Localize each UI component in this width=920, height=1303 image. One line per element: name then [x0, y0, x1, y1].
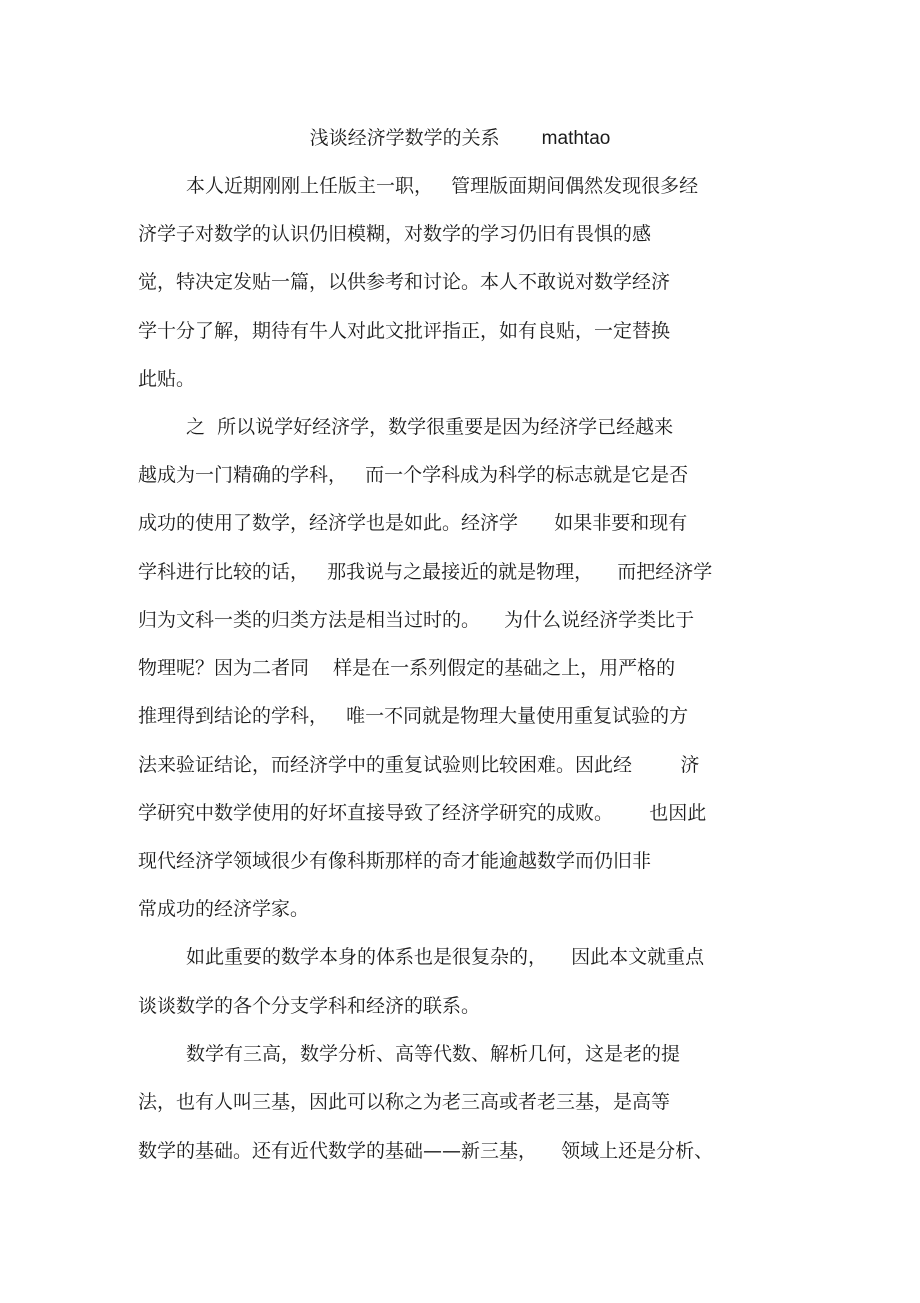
- text-line: 数学的基础。还有近代数学的基础——新三基， 领域上还是分析、: [138, 1140, 714, 1162]
- text-line: 学科进行比较的话， 那我说与之最接近的就是物理， 而把经济学: [138, 561, 713, 583]
- text-line: 越成为一门精确的学科， 而一个学科成为科学的标志就是它是否: [138, 464, 689, 486]
- text-line: 学研究中数学使用的好坏直接导致了经济学研究的成败。 也因此: [138, 802, 707, 824]
- text-line: 法，也有人叫三基，因此可以称之为老三高或者老三基，是高等: [138, 1091, 671, 1113]
- text-line: 觉，特决定发贴一篇，以供参考和讨论。本人不敢说对数学经济: [138, 271, 671, 293]
- text-line: 之 所以说学好经济学，数学很重要是因为经济学已经越来: [186, 416, 674, 438]
- text-line: 谈谈数学的各个分支学科和经济的联系。: [138, 995, 481, 1017]
- text-line: 学十分了解，期待有牛人对此文批评指正，如有良贴，一定替换: [138, 320, 671, 342]
- text-line: 法来验证结论，而经济学中的重复试验则比较困难。因此经 济: [138, 754, 700, 776]
- text-line: 数学有三高，数学分析、高等代数、解析几何，这是老的提: [186, 1043, 681, 1065]
- document-title: 浅谈经济学数学的关系: [309, 127, 500, 149]
- document-author: mathtao: [541, 128, 611, 149]
- text-line: 归为文科一类的归类方法是相当过时的。 为什么说经济学类比于: [138, 609, 695, 631]
- text-line: 推理得到结论的学科， 唯一不同就是物理大量使用重复试验的方: [138, 705, 689, 727]
- document-title-row: [0, 124, 920, 153]
- text-line: 现代经济学领域很少有像科斯那样的奇才能逾越数学而仍旧非: [138, 850, 652, 872]
- text-line: 本人近期刚刚上任版主一职， 管理版面期间偶然发现很多经: [186, 175, 699, 197]
- text-line: 此贴。: [138, 368, 196, 390]
- text-line: 如此重要的数学本身的体系也是很复杂的， 因此本文就重点: [186, 946, 705, 968]
- text-line: 成功的使用了数学，经济学也是如此。经济学 如果非要和现有: [138, 512, 688, 534]
- text-line: 常成功的经济学家。: [138, 898, 310, 920]
- text-line: 物理呢？因为二者同 样是在一系列假定的基础之上，用严格的: [138, 657, 676, 679]
- text-line: 济学子对数学的认识仍旧模糊，对数学的学习仍旧有畏惧的感: [138, 223, 652, 245]
